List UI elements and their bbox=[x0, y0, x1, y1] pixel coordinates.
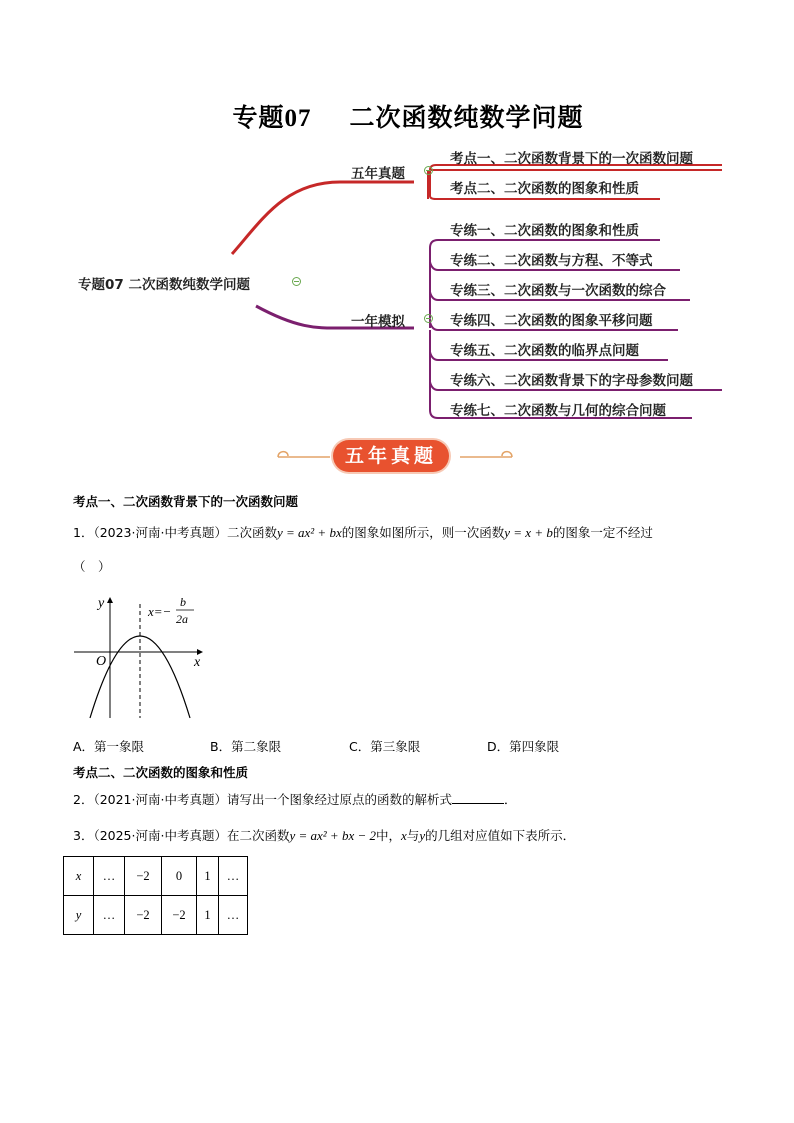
q1-mid: 的图象如图所示，则一次函数 bbox=[341, 525, 505, 540]
q3-prefix: 3．（2025·河南·中考真题）在二次函数 bbox=[73, 828, 290, 843]
table-cell: … bbox=[94, 857, 125, 896]
question-3 bbox=[73, 826, 575, 844]
table-row bbox=[64, 857, 248, 896]
mindmap-root: 专题07 二次函数纯数学问题 bbox=[78, 277, 250, 293]
branch-label-five-year: 五年真题 bbox=[351, 166, 405, 182]
table-cell: y bbox=[64, 896, 94, 935]
mindmap-lines bbox=[0, 0, 794, 430]
q3-mid: 中， bbox=[376, 828, 402, 843]
table-cell: −2 bbox=[125, 857, 162, 896]
table-cell: … bbox=[94, 896, 125, 935]
option-a[interactable]: A．第一象限 bbox=[73, 739, 145, 754]
question-2 bbox=[73, 790, 516, 808]
mindmap-item: 专练六、二次函数背景下的字母参数问题 bbox=[450, 373, 693, 389]
table-cell: … bbox=[219, 896, 248, 935]
q1-func1: y = ax² + bx bbox=[276, 525, 342, 540]
frac-numerator: b bbox=[180, 595, 186, 609]
table-cell: x bbox=[64, 857, 94, 896]
option-d[interactable]: D．第四象限 bbox=[487, 739, 560, 754]
table-cell: 1 bbox=[197, 857, 219, 896]
table-cell: 1 bbox=[197, 896, 219, 935]
answer-blank[interactable] bbox=[452, 791, 504, 804]
mindmap-item: 考点二、二次函数的图象和性质 bbox=[450, 181, 639, 197]
collapse-icon[interactable] bbox=[424, 314, 433, 323]
topic-heading: 考点二、二次函数的图象和性质 bbox=[73, 765, 249, 780]
collapse-icon[interactable] bbox=[292, 277, 301, 286]
q3-var-x: x bbox=[401, 828, 407, 843]
section-badge: 五年真题 bbox=[333, 440, 449, 472]
q3-yu: 与 bbox=[406, 828, 420, 843]
mindmap-item: 专练二、二次函数与方程、不等式 bbox=[450, 253, 653, 269]
frac-denominator: 2a bbox=[176, 612, 188, 626]
title-number: 07 bbox=[284, 105, 312, 132]
x-axis-label: x bbox=[194, 655, 201, 670]
table-cell: −2 bbox=[162, 896, 197, 935]
origin-label: O bbox=[96, 654, 107, 669]
table-row bbox=[64, 896, 248, 935]
mindmap-item: 考点一、二次函数背景下的一次函数问题 bbox=[450, 151, 693, 167]
collapse-icon[interactable] bbox=[424, 166, 433, 175]
option-b[interactable]: B．第二象限 bbox=[210, 739, 282, 754]
table-cell: … bbox=[219, 857, 248, 896]
option-c[interactable]: C．第三象限 bbox=[349, 739, 421, 754]
q1-func2: y = x + b bbox=[504, 525, 553, 540]
question-1 bbox=[73, 523, 653, 541]
value-table bbox=[63, 856, 248, 935]
mindmap-item: 专练一、二次函数的图象和性质 bbox=[450, 223, 639, 239]
q3-suffix: 的几组对应值如下表所示． bbox=[425, 828, 576, 843]
mindmap-item: 专练四、二次函数的图象平移问题 bbox=[450, 313, 653, 329]
q3-func: y = ax² + bx − 2 bbox=[289, 828, 376, 843]
title-prefix: 专题 bbox=[232, 103, 285, 132]
q1-suffix: 的图象一定不经过 bbox=[552, 525, 653, 540]
title-main: 二次函数纯数学问题 bbox=[349, 103, 584, 132]
mindmap-item: 专练五、二次函数的临界点问题 bbox=[450, 343, 639, 359]
axis-equation: x=− bbox=[148, 604, 172, 619]
q2-end: ． bbox=[503, 792, 517, 807]
mindmap-item: 专练七、二次函数与几何的综合问题 bbox=[450, 403, 666, 419]
answer-paren: （ ） bbox=[73, 559, 111, 574]
topic-heading: 考点一、二次函数背景下的一次函数问题 bbox=[73, 494, 299, 509]
parabola-graph bbox=[70, 590, 220, 725]
q1-prefix: 1．（2023·河南·中考真题）二次函数 bbox=[73, 525, 277, 540]
table-cell: 0 bbox=[162, 857, 197, 896]
q3-var-y: y bbox=[419, 828, 426, 843]
q2-text: 2．（2021·河南·中考真题）请写出一个图象经过原点的函数的解析式 bbox=[73, 792, 452, 807]
y-axis-label: y bbox=[98, 596, 105, 611]
branch-label-one-year: 一年模拟 bbox=[351, 314, 405, 330]
mindmap-item: 专练三、二次函数与一次函数的综合 bbox=[450, 283, 666, 299]
table-cell: −2 bbox=[125, 896, 162, 935]
